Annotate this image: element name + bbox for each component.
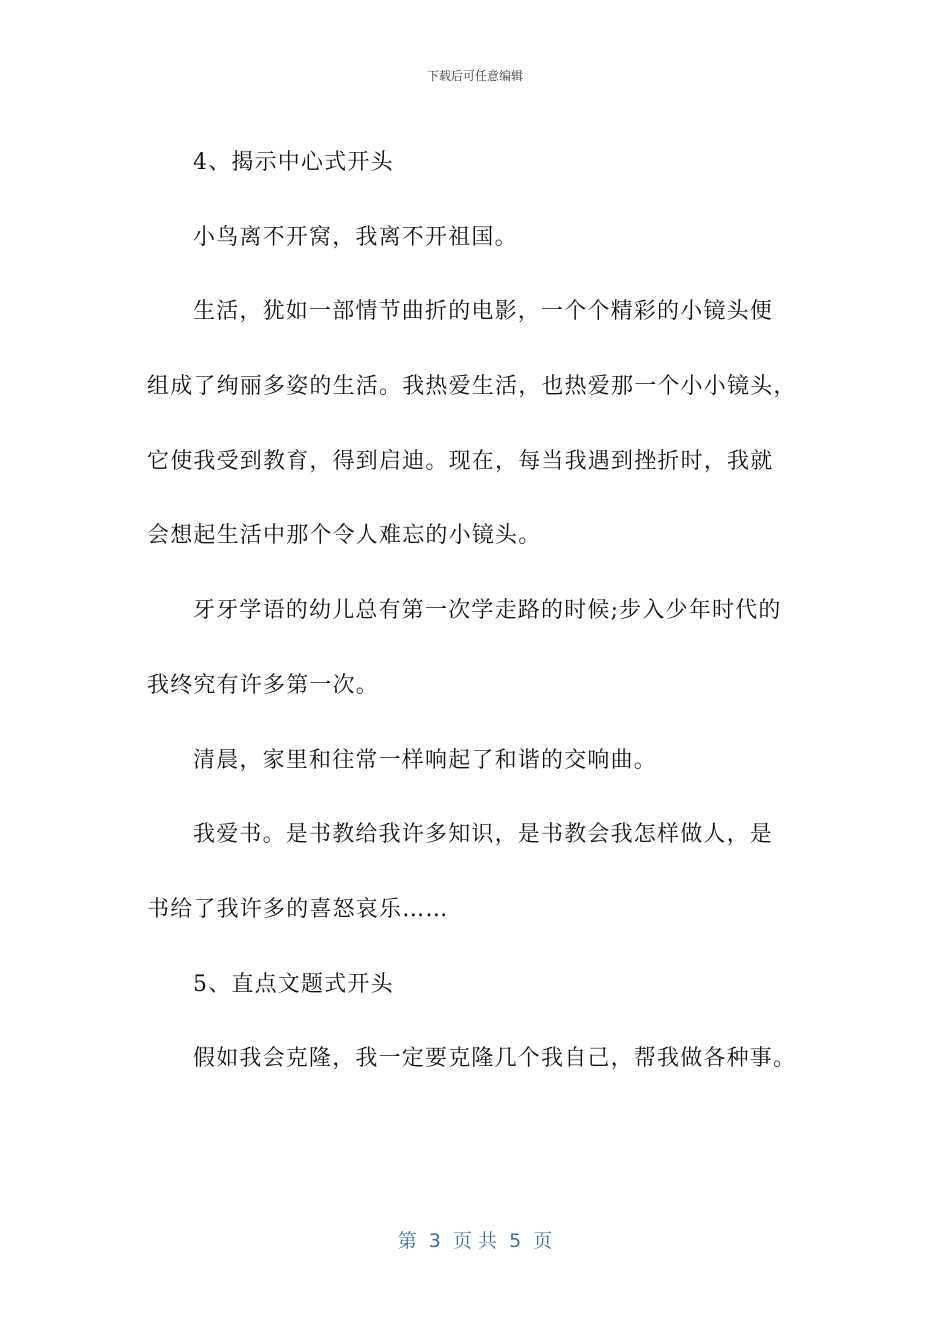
paragraph-line: 它使我受到教育，得到启迪。现在，每当我遇到挫折时，我就 <box>147 448 774 474</box>
paragraph-line: 书给了我许多的喜怒哀乐…… <box>147 896 449 922</box>
document-body <box>147 126 817 1097</box>
section-heading-5: 5、直点文题式开头 <box>193 971 394 997</box>
paragraph-line: 假如我会克隆，我一定要克隆几个我自己，帮我做各种事。 <box>193 1046 797 1072</box>
paragraph-line: 牙牙学语的幼儿总有第一次学走路的时候;步入少年时代的 <box>193 598 782 624</box>
paragraph-line: 小鸟离不开窝，我离不开祖国。 <box>193 224 518 250</box>
page-header-note: 下载后可任意编辑 <box>426 69 523 83</box>
paragraph-line: 组成了绚丽多姿的生活。我热爱生活，也热爱那一个小小镜头， <box>147 374 797 400</box>
paragraph-line: 会想起生活中那个令人难忘的小镜头。 <box>147 523 542 549</box>
paragraph-line: 我爱书。是书教给我许多知识，是书教会我怎样做人，是 <box>193 822 774 848</box>
section-heading-4: 4、揭示中心式开头 <box>193 150 394 175</box>
paragraph-line: 清晨，家里和往常一样响起了和谐的交响曲。 <box>193 747 658 773</box>
paragraph-line: 我终究有许多第一次。 <box>147 672 380 698</box>
page-number-footer: 第 3 页 共 5 页 <box>397 1230 553 1252</box>
paragraph-line: 生活，犹如一部情节曲折的电影，一个个精彩的小镜头便 <box>193 299 774 325</box>
